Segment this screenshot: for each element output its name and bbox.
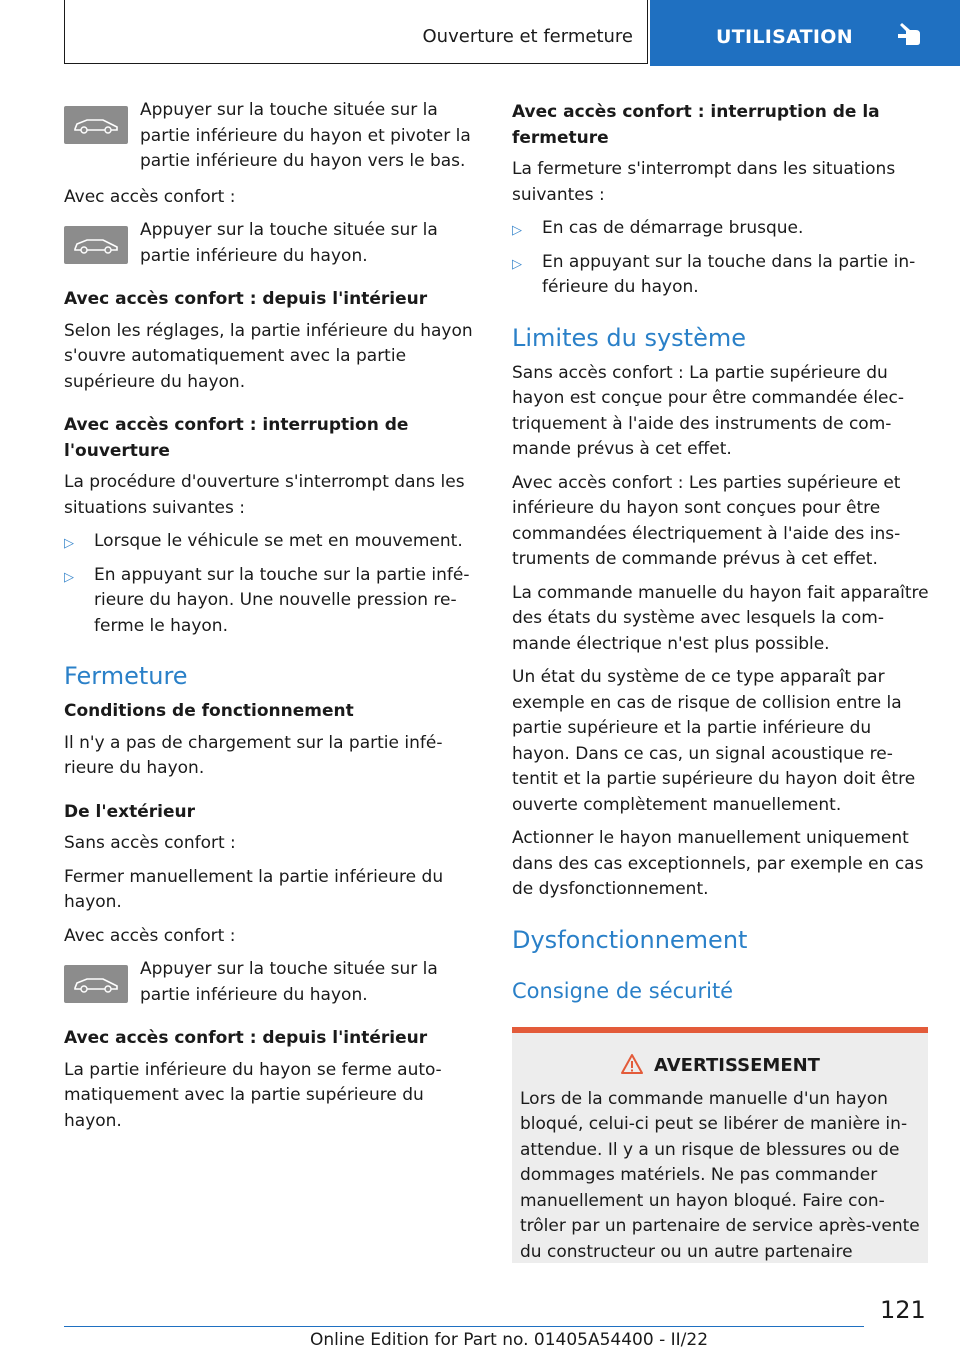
list-item: ▷ En appuyant sur la touche sur la partie inférieure du hayon. Une nouvelle pression referme le hayon. <box>64 564 470 636</box>
instruction-row <box>64 957 482 1008</box>
list-item: ▷ Lorsque le véhicule se met en mouvement. <box>64 529 482 555</box>
bullet-list <box>512 216 930 301</box>
footer-divider <box>64 1326 864 1327</box>
tailgate-button-icon <box>64 226 128 264</box>
subsection-heading: Consigne de sécurité <box>512 978 734 1003</box>
pointing-hand-icon <box>896 22 922 50</box>
paragraph: Actionner le hayon manuellement uniquement dans des cas exceptionnels, par exemple en cas de dysfonctionnement. <box>512 828 924 899</box>
tailgate-button-icon <box>64 965 128 1003</box>
triangle-bullet-icon: ▷ <box>64 569 74 585</box>
paragraph: Selon les réglages, la partie inférieure du hayon s'ouvre automatiquement avec la partie supérieure du hayon. <box>64 320 473 392</box>
list-item: ▷ En cas de démarrage brusque. <box>512 216 930 242</box>
instruction-text: Appuyer sur la touche située sur la partie inférieure du hayon. <box>140 959 438 1005</box>
tailgate-button-icon <box>64 106 128 144</box>
paragraph: Avec accès confort : Les parties supérieure et inférieure du hayon sont conçues pour être commandées électriquement à l'aide des instruments de commande prévus à cet effet. <box>512 472 901 569</box>
section-label: UTILISATION <box>716 26 853 48</box>
paragraph: Sans accès confort : La partie supérieure du hayon est conçue pour être commandée électriquement à l'aide des instruments de commande prévus à cet effet. <box>512 362 904 459</box>
subheading: Avec accès confort : interruption de la fermeture <box>512 102 880 148</box>
subheading: De l'extérieur <box>64 801 195 822</box>
warning-text: Lors de la commande manuelle d'un hayon bloqué, celui-ci peut se libérer de manière inattendue. Il y a un risque de blessures ou de dommages matériels. Ne pas commander manuellement un hayon bloqué. Faire contrôler par un partenaire de service après-vente du constructeur ou un autre partenaire <box>520 1088 920 1262</box>
right-column <box>512 100 930 1263</box>
instruction-row <box>64 218 482 269</box>
warning-box <box>512 1027 928 1263</box>
triangle-bullet-icon: ▷ <box>512 256 522 272</box>
section-heading: Fermeture <box>64 662 188 690</box>
left-column <box>64 100 482 1142</box>
subheading: Avec accès confort : depuis l'intérieur <box>64 1028 428 1048</box>
comfort-label: Avec accès confort : <box>64 186 236 207</box>
bullet-list <box>64 529 482 639</box>
paragraph: Un état du système de ce type apparaît par exemple en cas de risque de collision entre la partie supérieure et la partie inférieure du hayon. Dans ce cas, un signal acoustique retentit et la partie supérieure du hayon doit être ouverte complètement manuellement. <box>512 667 916 815</box>
instruction-text: Appuyer sur la touche située sur la partie inférieure du hayon et pivoter la partie inférieure du hayon vers le bas. <box>140 100 471 171</box>
paragraph: La fermeture s'interrompt dans les situations suivantes : <box>512 159 896 205</box>
subheading: Avec accès confort : interruption de l'ouverture <box>64 415 409 461</box>
paragraph: Il n'y a pas de chargement sur la partie inférieure du hayon. <box>64 732 443 778</box>
section-heading: Limites du système <box>512 323 746 352</box>
instruction-text: Appuyer sur la touche située sur la partie inférieure du hayon. <box>140 220 438 266</box>
chapter-header <box>64 0 648 64</box>
chapter-title: Ouverture et fermeture <box>422 26 633 47</box>
paragraph: Avec accès confort : <box>64 925 236 946</box>
paragraph: La partie inférieure du hayon se ferme automatiquement avec la partie supérieure du hayon. <box>64 1059 442 1131</box>
page-number: 121 <box>880 1296 926 1324</box>
subheading: Avec accès confort : depuis l'intérieur <box>64 289 428 309</box>
subheading: Conditions de fonctionnement <box>64 701 354 721</box>
paragraph: Sans accès confort : <box>64 833 236 853</box>
triangle-bullet-icon: ▷ <box>64 536 74 551</box>
list-item: ▷ En appuyant sur la touche dans la partie inférieure du hayon. <box>512 251 916 297</box>
paragraph: Fermer manuellement la partie inférieure du hayon. <box>64 866 444 912</box>
paragraph: La commande manuelle du hayon fait apparaître des états du système avec lesquels la commande électrique n'est plus possible. <box>512 582 929 654</box>
section-tab <box>650 0 960 66</box>
edition-text: Online Edition for Part no. 01405A54400 - II/22 <box>310 1330 709 1350</box>
triangle-bullet-icon: ▷ <box>512 223 522 238</box>
warning-header <box>520 1053 920 1079</box>
warning-triangle-icon <box>620 1053 644 1079</box>
paragraph: La procédure d'ouverture s'interrompt dans les situations suivantes : <box>64 472 465 518</box>
section-heading: Dysfonctionnement <box>512 925 748 954</box>
instruction-row <box>64 98 482 175</box>
warning-title: AVERTISSEMENT <box>654 1055 820 1076</box>
